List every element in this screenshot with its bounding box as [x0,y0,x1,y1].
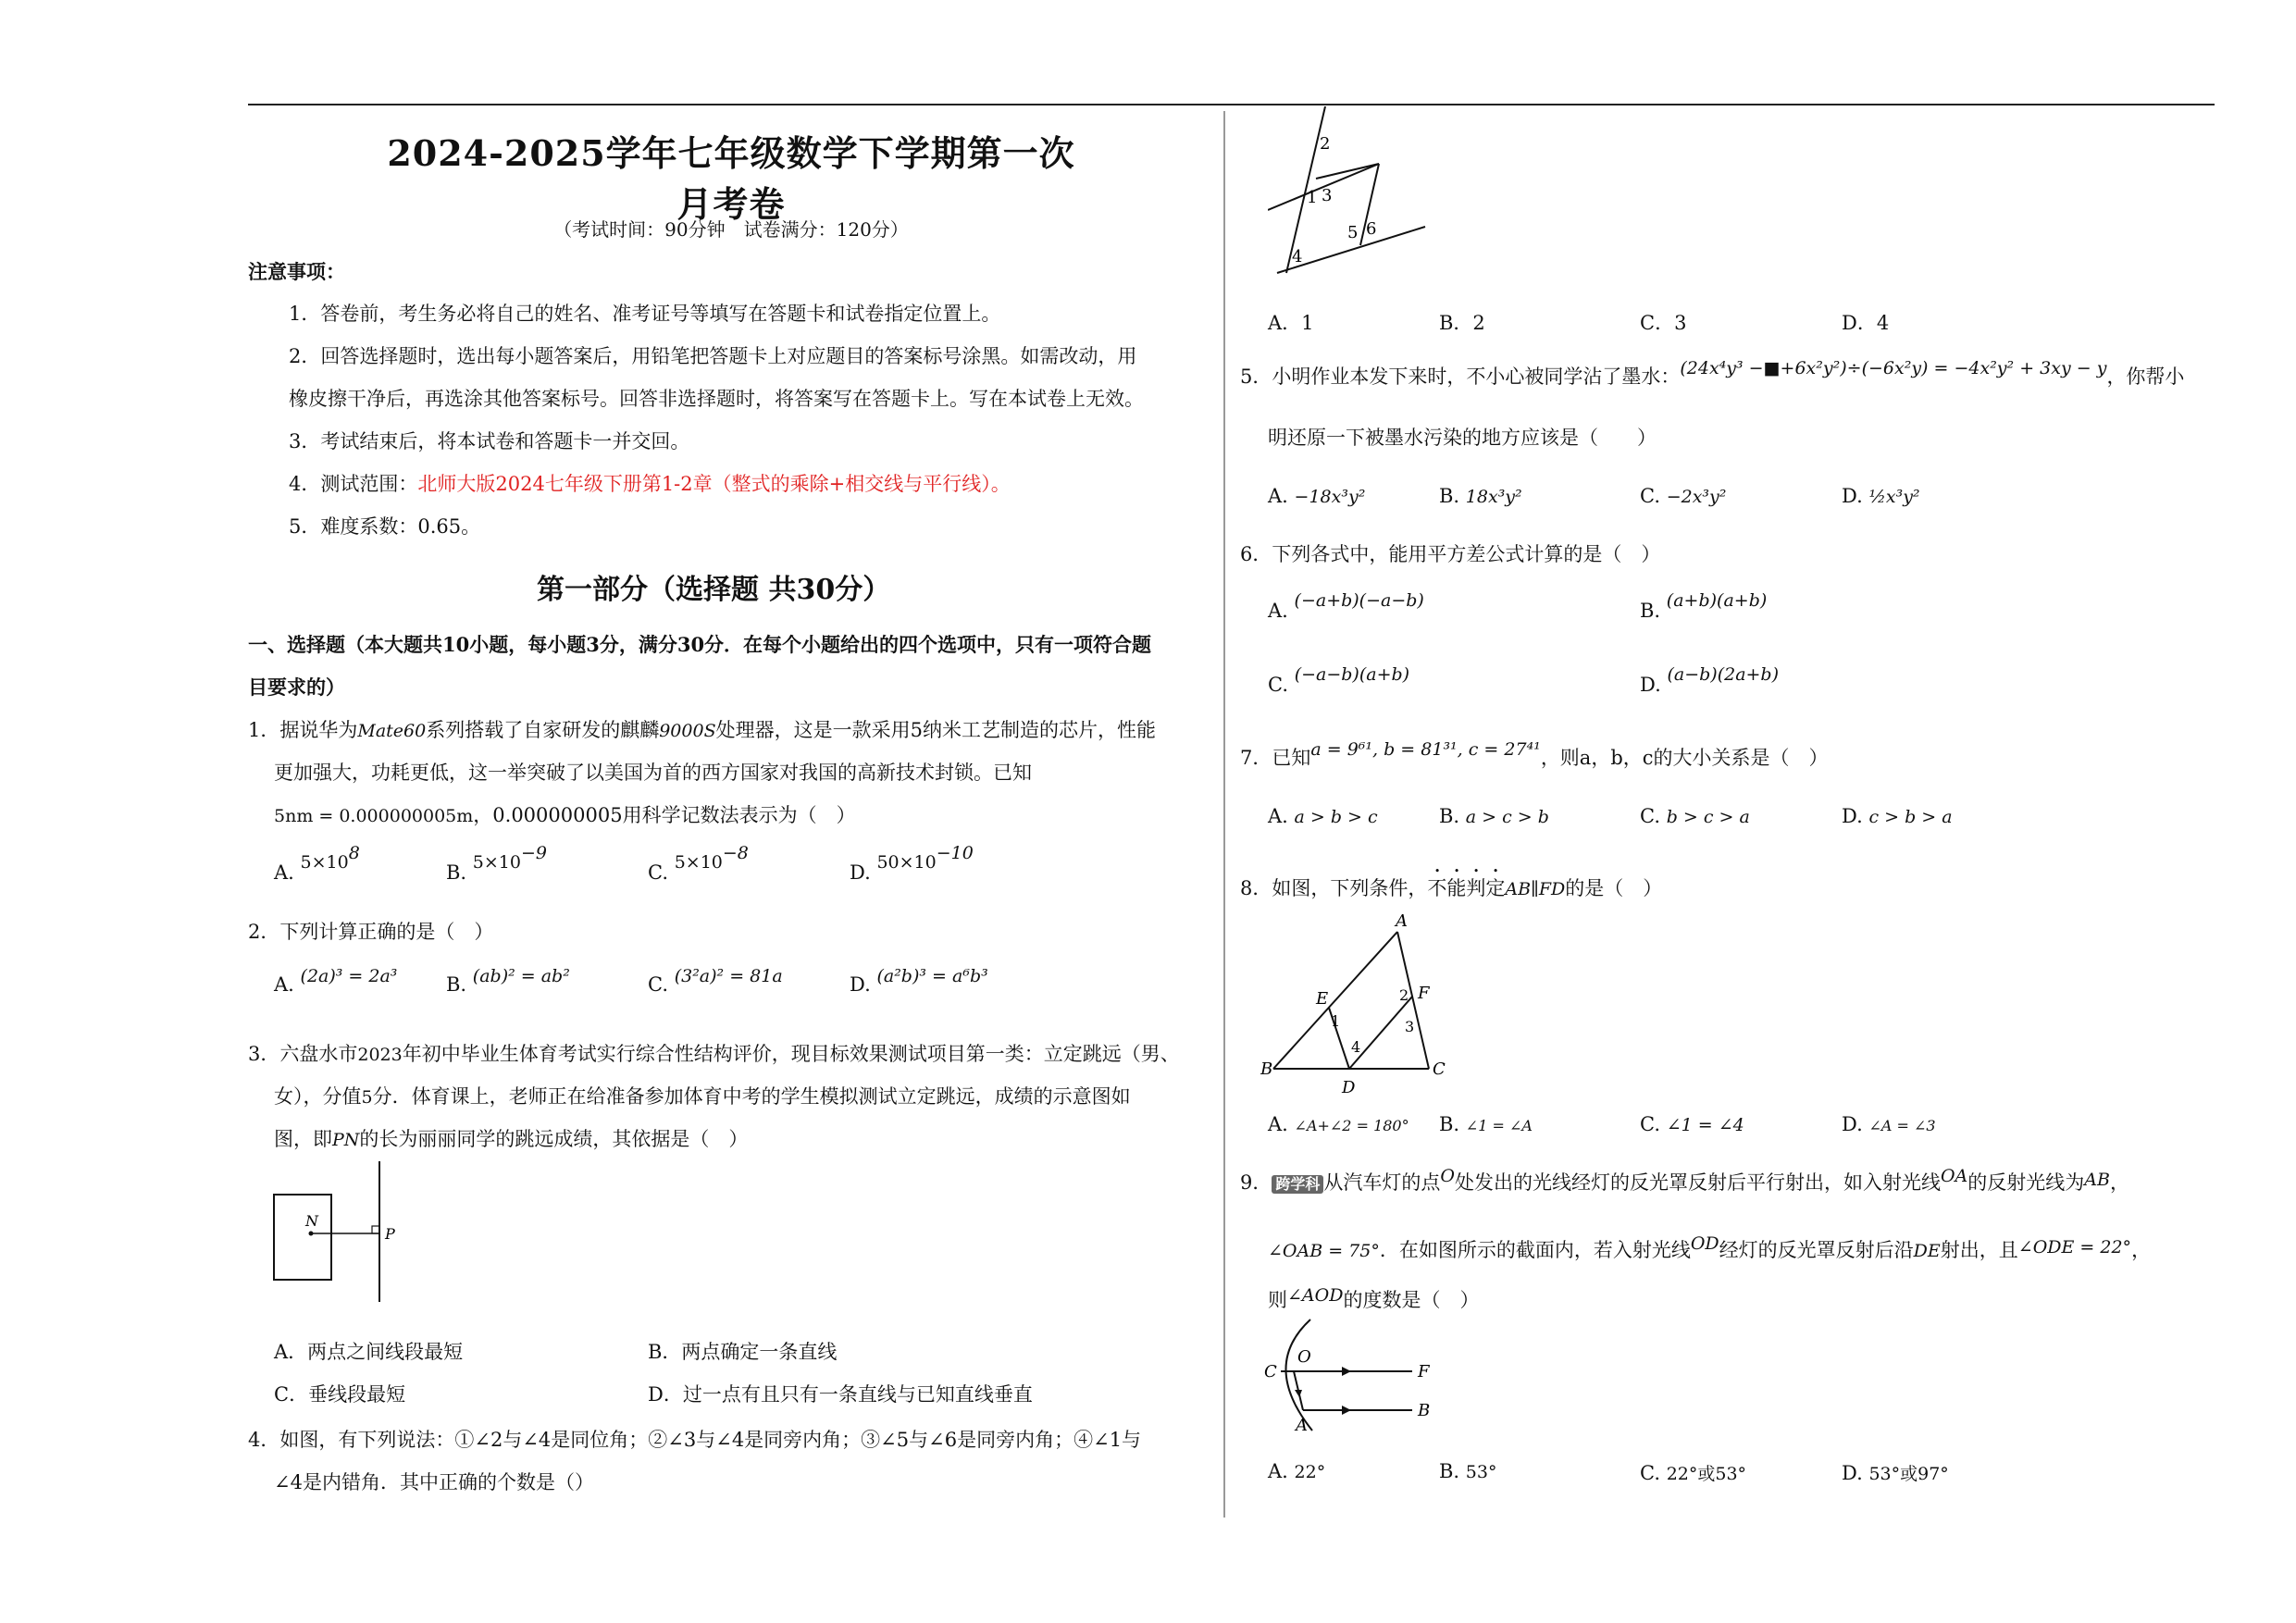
option-label: C. [648,861,668,884]
q8-option-c[interactable] [1640,1113,1744,1135]
q5-option-b[interactable] [1439,485,1522,507]
option-value: b > c > a [1666,807,1750,827]
notice-5: 5．难度系数：0.65。 [289,515,481,538]
q8-figure [1260,911,1464,1101]
notice-1: 1．答卷前，考生务必将自己的姓名、准考证号等填写在答题卡和试卷指定位置上。 [289,303,1001,325]
option-label: D. [1842,805,1863,827]
option-label: C. [648,973,668,996]
q1-option-d[interactable] [850,843,974,884]
q8-option-a[interactable] [1268,1113,1409,1135]
option-label: D. [1842,1113,1863,1135]
option-value: 50×10 [876,852,937,873]
q4-angle-label: 1 [1307,188,1318,207]
q4-angle-label: 6 [1366,219,1377,239]
option-value: ∠1 = ∠4 [1666,1115,1744,1135]
q9-reflector [1285,1319,1312,1431]
q1-math: 9000S [659,721,716,741]
q9-math: OA [1940,1166,1968,1186]
q9-math: DE [1913,1241,1941,1261]
option-value: ∠A = ∠3 [1868,1117,1936,1134]
q3-right-angle [372,1226,379,1233]
q9-option-b[interactable] [1439,1460,1496,1482]
q3-text: 女），分值 [274,1085,362,1108]
q5-option-a[interactable] [1268,485,1365,507]
q8-angle-label: 3 [1405,1018,1415,1035]
option-label: B. [1439,1460,1460,1482]
option-value: (ab)² = ab² [472,966,570,986]
option-exponent: −10 [936,843,974,863]
q5-line2: 明还原一下被墨水污染的地方应该是（ ） [1268,427,1657,449]
cross-subject-badge: 跨学科 [1272,1175,1323,1194]
top-rule [248,104,2215,105]
option-value: (a²b)³ = a⁶b³ [876,966,988,986]
option-value: 22°或53° [1666,1464,1747,1484]
q1-option-a[interactable] [274,843,360,884]
q4-line2: ∠4是内错角．其中正确的个数是（） [274,1471,594,1493]
q9-label: C [1264,1362,1277,1381]
q3-option-b[interactable]: B．两点确定一条直线 [648,1341,838,1363]
q6-stem: 6．下列各式中，能用平方差公式计算的是（ ） [1240,543,1661,565]
option-label: B. [1640,600,1661,622]
q3-text: 分．体育课上，老师正在给准备参加体育中考的学生模拟测试立定跳远，成绩的示意图如 [372,1085,1131,1108]
option-label: D. [1842,485,1863,507]
q8-label: A [1396,911,1408,931]
q9-option-d[interactable] [1842,1460,1949,1485]
option-value: −18x³y² [1294,487,1366,507]
option-value: (3²a)² = 81a [674,966,783,986]
q3-label-p: P [385,1225,395,1243]
q3-text: 3．六盘水市 [248,1043,358,1065]
q1-text: ，0.000000005用科学记数法表示为（ ） [473,804,856,826]
q9-line3 [1268,1285,1480,1311]
q7-text: ，则a，b，c的大小关系是（ ） [1540,747,1829,769]
option-value: (−a+b)(−a−b) [1294,590,1424,611]
q9-text: 的度数是（ ） [1343,1289,1480,1311]
option-value: ∠A+∠2 = 180° [1294,1117,1409,1134]
q3-line3 [274,1129,748,1150]
q8-label: C [1433,1059,1446,1079]
q7-line1 [1240,739,1829,769]
option-label: A. [1268,805,1288,827]
q4-angle-label: 5 [1347,223,1359,242]
section-intro-2: 目要求的） [248,675,345,699]
q1-text: 处理器，这是一款采用5纳米工艺制造的芯片，性能 [715,719,1156,741]
option-value: −2x³y² [1666,487,1727,507]
q2-option-d[interactable] [850,966,988,996]
option-exponent: 8 [348,843,360,863]
q9-number: 9． [1240,1171,1272,1194]
q2-option-b[interactable] [446,966,570,996]
q1-text: 1．据说华为 [248,719,358,741]
q9-arrow [1342,1406,1351,1415]
q8-angle-label: 1 [1331,1012,1341,1030]
q4-figure [1268,106,1434,287]
q9-label: B [1418,1401,1431,1420]
q9-math: OD [1690,1233,1719,1254]
q9-math: ∠AOD [1287,1285,1344,1306]
q5-option-c[interactable] [1640,485,1726,507]
q7-text: 7．已知 [1240,747,1311,769]
q4-line1: 4．如图，有下列说法：①∠2与∠4是同位角；②∠3与∠4是同旁内角；③∠5与∠6是同旁内角；④∠1与 [248,1429,1142,1451]
option-value: 5×10 [300,852,349,873]
q9-text: 处发出的光线经灯的反光罩反射后平行射出，如入射光线 [1454,1171,1941,1194]
q1-text: 系列搭载了自家研发的麒麟 [426,719,660,741]
option-label: C. [1640,805,1660,827]
q8-emphasis: 不能判定 [1427,877,1506,899]
option-value: ½x³y² [1868,487,1920,507]
q7-option-b[interactable] [1439,805,1549,827]
q9-label: A [1296,1416,1308,1435]
page-title: 2024-2025学年七年级数学下学期第一次月考卷 [387,132,1075,225]
q1-line2: 更加强大，功耗更低，这一举突破了以美国为首的西方国家对我国的高新技术封锁。已知 [274,762,1032,784]
q9-text: 从汽车灯的点 [1323,1171,1441,1194]
q4-option-b[interactable]: B．2 [1439,312,1485,334]
q9-option-a[interactable] [1268,1460,1325,1482]
q7-option-d[interactable] [1842,805,1953,827]
q3-math: 2023 [357,1045,403,1065]
q8-angle-label: 2 [1399,986,1409,1004]
option-label: B. [446,861,467,884]
option-label: B. [1439,805,1460,827]
q4-option-d[interactable]: D．4 [1842,312,1890,334]
option-value: 18x³y² [1465,487,1522,507]
option-label: D. [850,861,871,884]
q9-line1 [1240,1166,2129,1194]
option-label: B. [1439,1113,1460,1135]
q9-line2 [1268,1233,2152,1261]
q5-text: 5．小明作业本发下来时，不小心被同学沾了墨水： [1240,365,1681,388]
q5-text: ，你帮小 [2106,365,2185,388]
q8-line1 [1240,865,1662,899]
q7-option-c[interactable] [1640,805,1750,827]
q8-math: AB∥FD [1505,879,1566,899]
q3-figure [268,1161,407,1309]
option-value: (a−b)(2a+b) [1667,664,1780,685]
q8-label: F [1418,984,1430,1003]
q6-option-d[interactable] [1640,664,1780,696]
option-value: c > b > a [1868,807,1953,827]
notice-4-label: 4．测试范围： [289,473,418,495]
q9-option-c[interactable] [1640,1460,1746,1485]
q3-math: PN [332,1130,360,1150]
q9-math: ∠ODE = 22° [2017,1237,2132,1258]
option-label: A. [1268,1460,1288,1482]
q6-option-b[interactable] [1640,590,1768,622]
q8-angle-label: 4 [1351,1038,1361,1056]
option-exponent: −8 [722,843,749,863]
option-value: ∠1 = ∠A [1465,1117,1533,1134]
option-value: (−a−b)(a+b) [1294,664,1410,685]
notice-3: 3．考试结束后，将本试卷和答题卡一并交回。 [289,430,690,452]
option-label: A. [274,973,294,996]
q4-option-a[interactable]: A．1 [1268,312,1314,334]
option-value: 22° [1294,1462,1326,1482]
q8-label: D [1342,1078,1356,1097]
q4-angle-label: 2 [1320,134,1331,154]
q4-option-c[interactable]: C．3 [1640,312,1687,334]
part-one-title: 第一部分（选择题 共30分） [537,574,891,606]
q1-line1 [248,720,1156,741]
q2-option-a[interactable] [274,966,398,996]
option-label: C. [1640,1462,1660,1484]
q3-option-d[interactable]: D．过一点有且只有一条直线与已知直线垂直 [648,1383,1033,1406]
q9-text: 则 [1268,1289,1287,1311]
option-label: C. [1640,485,1660,507]
exam-info: （考试时间：90分钟 试卷满分：120分） [553,218,909,241]
option-label: B. [446,973,467,996]
q3-text: 的长为丽丽同学的跳远成绩，其依据是（ ） [359,1128,749,1150]
q9-math: ∠OAB = 75° [1268,1241,1380,1261]
q3-option-a[interactable]: A．两点之间线段最短 [274,1341,464,1363]
q1-line3 [274,805,856,826]
q4-angle-label: 4 [1292,247,1303,266]
option-value: a > b > c [1294,807,1378,827]
q9-text: 的反射光线为 [1967,1171,2085,1194]
q9-arrow [1295,1390,1302,1397]
q1-option-b[interactable] [446,843,547,884]
q7-math: a = 9⁶¹, b = 81³¹, c = 27⁴¹ [1310,739,1541,760]
q4-angle-label: 3 [1322,186,1333,205]
option-value: 53° [1465,1462,1497,1482]
q2-option-c[interactable] [648,966,783,996]
q6-option-a[interactable] [1268,590,1424,622]
q9-math: O [1440,1166,1455,1186]
q7-option-a[interactable] [1268,805,1378,827]
option-label: A. [1268,600,1288,622]
q9-text: 经灯的反光罩反射后沿 [1719,1239,1914,1261]
option-label: A. [274,861,294,884]
option-label: D. [1842,1462,1863,1484]
option-label: C. [1640,1113,1660,1135]
q8-line [1273,932,1397,1069]
q8-option-d[interactable] [1842,1113,1936,1135]
notice-2b: 橡皮擦干净后，再选涂其他答案标号。回答非选择题时，将答案写在答题卡上。写在本试卷上无效。 [289,388,1144,410]
q3-math: 5 [361,1087,373,1108]
q3-line1 [248,1044,1180,1065]
option-value: (2a)³ = 2a³ [300,966,398,986]
q8-text: 的是（ ） [1565,877,1663,899]
notice-4 [289,474,1011,495]
q3-option-c[interactable]: C．垂线段最短 [274,1383,406,1406]
notice-heading: 注意事项： [248,260,345,283]
q9-arrow [1342,1367,1351,1376]
q5-equation: (24x⁴y³ −■+6x²y²)÷(−6x²y) = −4x²y² + 3xy − y [1680,358,2107,378]
q9-label: F [1418,1362,1430,1381]
q3-sandpit [274,1195,331,1280]
q9-text: ．在如图所示的截面内，若入射光线 [1379,1239,1691,1261]
q6-option-c[interactable] [1268,664,1410,696]
column-divider [1223,111,1225,1518]
notice-2a: 2．回答选择题时，选出每小题答案后，用铅笔把答题卡上对应题目的答案标号涂黑。如需改动，用 [289,345,1137,367]
q3-point-n [309,1232,314,1236]
q1-option-c[interactable] [648,843,749,884]
q8-text: 8．如图，下列条件， [1240,877,1428,899]
section-intro-1: 一、选择题（本大题共10小题，每小题3分，满分30分．在每个小题给出的四个选项中，只有一项符合题 [248,633,1152,656]
q9-text: ， [2109,1171,2129,1194]
q9-label: O [1297,1347,1311,1367]
q9-text: ， [2131,1239,2152,1261]
option-label: D. [850,973,871,996]
q5-option-d[interactable] [1842,485,1920,507]
q9-math: AB [2084,1170,2110,1190]
option-value: 5×10 [674,852,723,873]
q8-label: B [1260,1059,1273,1079]
q3-text: 图，即 [274,1128,332,1150]
q8-label: E [1316,989,1329,1009]
option-value: 53°或97° [1868,1464,1949,1484]
q5-line1 [1240,358,2185,388]
option-label: D. [1640,674,1661,696]
option-label: C. [1268,674,1288,696]
q9-figure [1259,1314,1444,1443]
option-value: 5×10 [472,852,521,873]
option-label: B. [1439,485,1460,507]
option-label: A. [1268,485,1288,507]
option-value: a > c > b [1465,807,1549,827]
q1-math: Mate60 [357,721,427,741]
q8-option-b[interactable] [1439,1113,1533,1135]
q9-text: 射出，且 [1940,1239,2018,1261]
q1-math: 5nm = 0.000000005m [274,806,474,826]
q3-label-n: N [305,1212,318,1230]
option-value: (a+b)(a+b) [1666,590,1768,611]
q3-line2 [274,1086,1131,1108]
option-label: A. [1268,1113,1288,1135]
q3-text: 年初中毕业生体育考试实行综合性结构评价，现目标效果测试项目第一类：立定跳远（男、 [402,1043,1180,1065]
q2-stem: 2．下列计算正确的是（ ） [248,921,494,943]
option-exponent: −9 [520,843,547,863]
notice-range: 北师大版2024七年级下册第1-2章（整式的乘除+相交线与平行线）。 [417,473,1011,495]
q8-line [1349,997,1415,1069]
